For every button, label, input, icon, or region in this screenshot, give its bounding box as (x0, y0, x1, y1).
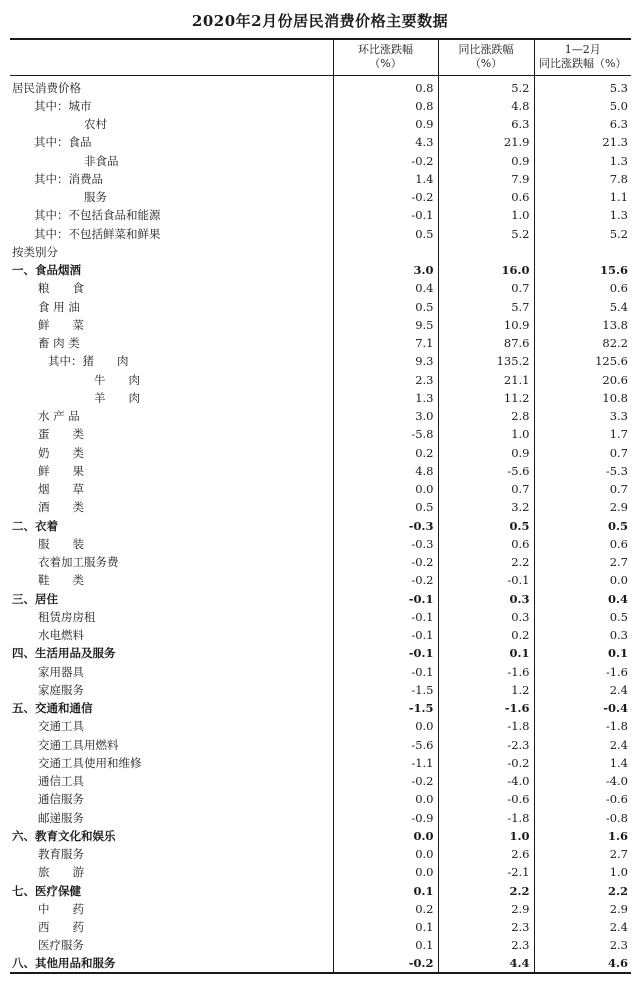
row-mom-value: -5.8 (333, 425, 438, 443)
table-row (10, 882, 631, 900)
table-row (10, 827, 631, 845)
header-ytd-yoy-change (534, 39, 631, 75)
row-mom-value: 0.5 (333, 498, 438, 516)
row-ytd-value: 2.4 (534, 736, 631, 754)
row-label: 酒 类 (10, 498, 333, 516)
table-row (10, 553, 631, 571)
row-label: 鞋 类 (10, 571, 333, 589)
row-mom-value: 0.8 (333, 79, 438, 97)
header-ytd-line2: 同比涨跌幅（%） (539, 57, 627, 71)
row-yoy-value: 21.9 (438, 133, 534, 151)
row-yoy-value: -1.8 (438, 809, 534, 827)
row-label: 四、生活用品及服务 (10, 644, 333, 662)
row-ytd-value: 0.3 (534, 626, 631, 644)
row-mom-value: 0.2 (333, 900, 438, 918)
row-label: 奶 类 (10, 444, 333, 462)
table-row (10, 699, 631, 717)
table-row (10, 334, 631, 352)
table-row (10, 626, 631, 644)
row-yoy-value: 0.2 (438, 626, 534, 644)
row-yoy-value: 4.4 (438, 955, 534, 973)
row-ytd-value (534, 243, 631, 261)
row-ytd-value: 0.7 (534, 444, 631, 462)
row-mom-value: -0.1 (333, 608, 438, 626)
row-ytd-value: -0.8 (534, 809, 631, 827)
row-mom-value: 0.0 (333, 717, 438, 735)
row-mom-value: 0.5 (333, 298, 438, 316)
row-label: 其中：猪 肉 (10, 352, 333, 370)
header-mom-change (333, 39, 438, 75)
row-mom-value: -0.1 (333, 663, 438, 681)
table-row (10, 809, 631, 827)
row-ytd-value: 0.5 (534, 608, 631, 626)
row-yoy-value: 0.6 (438, 535, 534, 553)
table-row (10, 444, 631, 462)
row-yoy-value: 5.2 (438, 79, 534, 97)
row-label: 服务 (10, 188, 333, 206)
row-mom-value: 0.0 (333, 845, 438, 863)
table-row (10, 97, 631, 115)
row-ytd-value: 20.6 (534, 371, 631, 389)
row-yoy-value: -4.0 (438, 772, 534, 790)
row-mom-value: 0.0 (333, 480, 438, 498)
row-label: 五、交通和通信 (10, 699, 333, 717)
row-ytd-value: 15.6 (534, 261, 631, 279)
row-mom-value: -0.2 (333, 152, 438, 170)
row-label: 其中：城市 (10, 97, 333, 115)
row-mom-value: -1.5 (333, 681, 438, 699)
row-ytd-value: 5.0 (534, 97, 631, 115)
row-ytd-value: 2.9 (534, 498, 631, 516)
row-label: 家庭服务 (10, 681, 333, 699)
header-mom-line2: （%） (369, 57, 402, 71)
row-ytd-value: 13.8 (534, 316, 631, 334)
row-mom-value: 0.1 (333, 882, 438, 900)
row-label: 教育服务 (10, 845, 333, 863)
row-yoy-value: 2.9 (438, 900, 534, 918)
row-yoy-value: 1.0 (438, 827, 534, 845)
row-yoy-value: 2.8 (438, 407, 534, 425)
table-row (10, 571, 631, 589)
row-mom-value: -0.2 (333, 772, 438, 790)
row-ytd-value: 1.1 (534, 188, 631, 206)
row-yoy-value: -0.6 (438, 790, 534, 808)
row-label: 水电燃料 (10, 626, 333, 644)
row-ytd-value: 6.3 (534, 115, 631, 133)
row-mom-value: -0.2 (333, 553, 438, 571)
table-row (10, 498, 631, 516)
row-yoy-value: 5.7 (438, 298, 534, 316)
row-yoy-value: 0.9 (438, 444, 534, 462)
table-row (10, 517, 631, 535)
row-ytd-value: 3.3 (534, 407, 631, 425)
table-row (10, 133, 631, 151)
row-mom-value: 1.3 (333, 389, 438, 407)
row-mom-value: -0.2 (333, 955, 438, 973)
row-label: 中 药 (10, 900, 333, 918)
table-row (10, 152, 631, 170)
row-mom-value: 0.2 (333, 444, 438, 462)
table-row (10, 918, 631, 936)
table-row (10, 206, 631, 224)
row-label: 二、衣着 (10, 517, 333, 535)
row-yoy-value: 5.2 (438, 225, 534, 243)
row-label: 按类别分 (10, 243, 333, 261)
row-label: 衣着加工服务费 (10, 553, 333, 571)
row-ytd-value: 1.4 (534, 754, 631, 772)
table-row (10, 772, 631, 790)
row-mom-value: 3.0 (333, 407, 438, 425)
row-label: 六、教育文化和娱乐 (10, 827, 333, 845)
table-row (10, 717, 631, 735)
row-ytd-value: 1.7 (534, 425, 631, 443)
table-row (10, 188, 631, 206)
table-row (10, 663, 631, 681)
row-mom-value: -0.3 (333, 535, 438, 553)
row-yoy-value: 1.2 (438, 681, 534, 699)
table-row (10, 608, 631, 626)
row-yoy-value: 0.3 (438, 590, 534, 608)
row-label: 邮递服务 (10, 809, 333, 827)
row-ytd-value: 0.6 (534, 535, 631, 553)
table-header-row (10, 39, 631, 75)
row-ytd-value: -0.4 (534, 699, 631, 717)
row-mom-value: 9.5 (333, 316, 438, 334)
table-row (10, 754, 631, 772)
row-yoy-value: 2.3 (438, 918, 534, 936)
row-ytd-value: 125.6 (534, 352, 631, 370)
row-yoy-value (438, 243, 534, 261)
row-mom-value: -5.6 (333, 736, 438, 754)
table-row (10, 115, 631, 133)
row-label: 一、食品烟酒 (10, 261, 333, 279)
row-label: 家用器具 (10, 663, 333, 681)
table-row (10, 425, 631, 443)
row-mom-value: 4.8 (333, 462, 438, 480)
table-row (10, 480, 631, 498)
row-yoy-value: -0.2 (438, 754, 534, 772)
row-yoy-value: 21.1 (438, 371, 534, 389)
row-mom-value: -0.1 (333, 626, 438, 644)
row-mom-value: -0.2 (333, 188, 438, 206)
table-row (10, 371, 631, 389)
row-mom-value: 3.0 (333, 261, 438, 279)
row-ytd-value: -1.8 (534, 717, 631, 735)
table-row (10, 936, 631, 954)
header-mom-line1: 环比涨跌幅 (358, 43, 413, 57)
row-yoy-value: 0.9 (438, 152, 534, 170)
header-item-column (10, 39, 333, 75)
row-ytd-value: 1.0 (534, 863, 631, 881)
row-ytd-value: 1.3 (534, 206, 631, 224)
row-label: 八、其他用品和服务 (10, 955, 333, 973)
row-ytd-value: 4.6 (534, 955, 631, 973)
row-label: 鲜 菜 (10, 316, 333, 334)
row-mom-value: 0.1 (333, 936, 438, 954)
row-mom-value: 2.3 (333, 371, 438, 389)
row-label: 交通工具使用和维修 (10, 754, 333, 772)
row-ytd-value: 2.7 (534, 553, 631, 571)
row-ytd-value: 5.4 (534, 298, 631, 316)
row-label: 烟 草 (10, 480, 333, 498)
table-row (10, 170, 631, 188)
row-ytd-value: 2.2 (534, 882, 631, 900)
row-mom-value: 1.4 (333, 170, 438, 188)
row-yoy-value: 11.2 (438, 389, 534, 407)
row-ytd-value: 0.7 (534, 480, 631, 498)
row-label: 服 装 (10, 535, 333, 553)
row-yoy-value: 0.7 (438, 480, 534, 498)
header-yoy-line2: （%） (469, 57, 503, 71)
table-row (10, 535, 631, 553)
row-yoy-value: -0.1 (438, 571, 534, 589)
row-label: 交通工具用燃料 (10, 736, 333, 754)
row-label: 医疗服务 (10, 936, 333, 954)
row-mom-value: 0.4 (333, 279, 438, 297)
row-yoy-value: -1.8 (438, 717, 534, 735)
row-ytd-value: -1.6 (534, 663, 631, 681)
row-mom-value: 0.0 (333, 863, 438, 881)
row-label: 通信工具 (10, 772, 333, 790)
table-row (10, 644, 631, 662)
row-yoy-value: 0.1 (438, 644, 534, 662)
row-ytd-value: 10.8 (534, 389, 631, 407)
row-label: 三、居住 (10, 590, 333, 608)
row-mom-value: 0.9 (333, 115, 438, 133)
table-row (10, 407, 631, 425)
row-mom-value: 0.1 (333, 918, 438, 936)
row-label: 西 药 (10, 918, 333, 936)
row-yoy-value: 10.9 (438, 316, 534, 334)
row-yoy-value: -1.6 (438, 663, 534, 681)
row-label: 食 用 油 (10, 298, 333, 316)
row-label: 七、医疗保健 (10, 882, 333, 900)
row-mom-value: -0.9 (333, 809, 438, 827)
row-yoy-value: 87.6 (438, 334, 534, 352)
row-ytd-value: 1.6 (534, 827, 631, 845)
table-row (10, 389, 631, 407)
row-yoy-value: -2.3 (438, 736, 534, 754)
row-yoy-value: 0.5 (438, 517, 534, 535)
row-mom-value: -1.1 (333, 754, 438, 772)
row-yoy-value: 0.3 (438, 608, 534, 626)
row-yoy-value: 16.0 (438, 261, 534, 279)
row-yoy-value: -5.6 (438, 462, 534, 480)
row-ytd-value: 2.9 (534, 900, 631, 918)
row-yoy-value: 7.9 (438, 170, 534, 188)
row-ytd-value: 2.4 (534, 918, 631, 936)
table-row (10, 279, 631, 297)
row-yoy-value: 2.2 (438, 882, 534, 900)
row-ytd-value: 0.1 (534, 644, 631, 662)
table-row (10, 316, 631, 334)
row-label: 鲜 果 (10, 462, 333, 480)
row-ytd-value: -5.3 (534, 462, 631, 480)
table-row (10, 955, 631, 973)
row-mom-value: 0.0 (333, 827, 438, 845)
row-label: 其中：不包括食品和能源 (10, 206, 333, 224)
table-row (10, 736, 631, 754)
row-label: 农村 (10, 115, 333, 133)
table-row (10, 863, 631, 881)
row-ytd-value: 0.4 (534, 590, 631, 608)
row-ytd-value: 0.6 (534, 279, 631, 297)
row-mom-value (333, 243, 438, 261)
row-label: 交通工具 (10, 717, 333, 735)
row-label: 其中：食品 (10, 133, 333, 151)
row-label: 畜 肉 类 (10, 334, 333, 352)
table-row (10, 790, 631, 808)
table-row (10, 79, 631, 97)
table-row (10, 298, 631, 316)
row-label: 牛 肉 (10, 371, 333, 389)
table-row (10, 845, 631, 863)
row-label: 居民消费价格 (10, 79, 333, 97)
row-label: 羊 肉 (10, 389, 333, 407)
table-row (10, 590, 631, 608)
row-label: 粮 食 (10, 279, 333, 297)
row-ytd-value: 21.3 (534, 133, 631, 151)
row-yoy-value: 135.2 (438, 352, 534, 370)
row-label: 其中：消费品 (10, 170, 333, 188)
header-ytd-line1: 1—2月 (564, 43, 601, 57)
table-row (10, 900, 631, 918)
row-yoy-value: -2.1 (438, 863, 534, 881)
row-ytd-value: 5.3 (534, 79, 631, 97)
row-mom-value: 0.5 (333, 225, 438, 243)
row-ytd-value: 5.2 (534, 225, 631, 243)
row-ytd-value: 7.8 (534, 170, 631, 188)
row-ytd-value: 2.4 (534, 681, 631, 699)
row-mom-value: 9.3 (333, 352, 438, 370)
row-yoy-value: 2.6 (438, 845, 534, 863)
table-row (10, 243, 631, 261)
table-body (10, 75, 631, 973)
row-yoy-value: 0.7 (438, 279, 534, 297)
row-mom-value: 0.8 (333, 97, 438, 115)
row-mom-value: 7.1 (333, 334, 438, 352)
row-mom-value: -0.1 (333, 590, 438, 608)
row-mom-value: -0.1 (333, 206, 438, 224)
row-label: 非食品 (10, 152, 333, 170)
table-row (10, 681, 631, 699)
row-mom-value: -0.2 (333, 571, 438, 589)
row-ytd-value: 82.2 (534, 334, 631, 352)
header-yoy-change (438, 39, 534, 75)
cpi-data-table (10, 38, 631, 974)
row-label: 旅 游 (10, 863, 333, 881)
row-yoy-value: 4.8 (438, 97, 534, 115)
row-ytd-value: 2.7 (534, 845, 631, 863)
row-ytd-value: -0.6 (534, 790, 631, 808)
row-ytd-value: 2.3 (534, 936, 631, 954)
row-yoy-value: 2.3 (438, 936, 534, 954)
table-row (10, 225, 631, 243)
row-yoy-value: 1.0 (438, 206, 534, 224)
table-row (10, 352, 631, 370)
row-yoy-value: 3.2 (438, 498, 534, 516)
header-yoy-line1: 同比涨跌幅 (458, 43, 514, 57)
row-ytd-value: -4.0 (534, 772, 631, 790)
row-mom-value: -0.3 (333, 517, 438, 535)
row-mom-value: 4.3 (333, 133, 438, 151)
row-mom-value: -0.1 (333, 644, 438, 662)
row-yoy-value: 0.6 (438, 188, 534, 206)
row-label: 蛋 类 (10, 425, 333, 443)
row-ytd-value: 1.3 (534, 152, 631, 170)
table-title: 2020年2月份居民消费价格主要数据 (191, 12, 449, 30)
row-mom-value: -1.5 (333, 699, 438, 717)
row-yoy-value: 2.2 (438, 553, 534, 571)
row-label: 通信服务 (10, 790, 333, 808)
row-label: 租赁房房租 (10, 608, 333, 626)
row-label: 水 产 品 (10, 407, 333, 425)
row-mom-value: 0.0 (333, 790, 438, 808)
row-yoy-value: 6.3 (438, 115, 534, 133)
row-ytd-value: 0.5 (534, 517, 631, 535)
row-label: 其中：不包括鲜菜和鲜果 (10, 225, 333, 243)
table-row (10, 462, 631, 480)
row-yoy-value: 1.0 (438, 425, 534, 443)
table-row (10, 261, 631, 279)
row-yoy-value: -1.6 (438, 699, 534, 717)
row-ytd-value: 0.0 (534, 571, 631, 589)
